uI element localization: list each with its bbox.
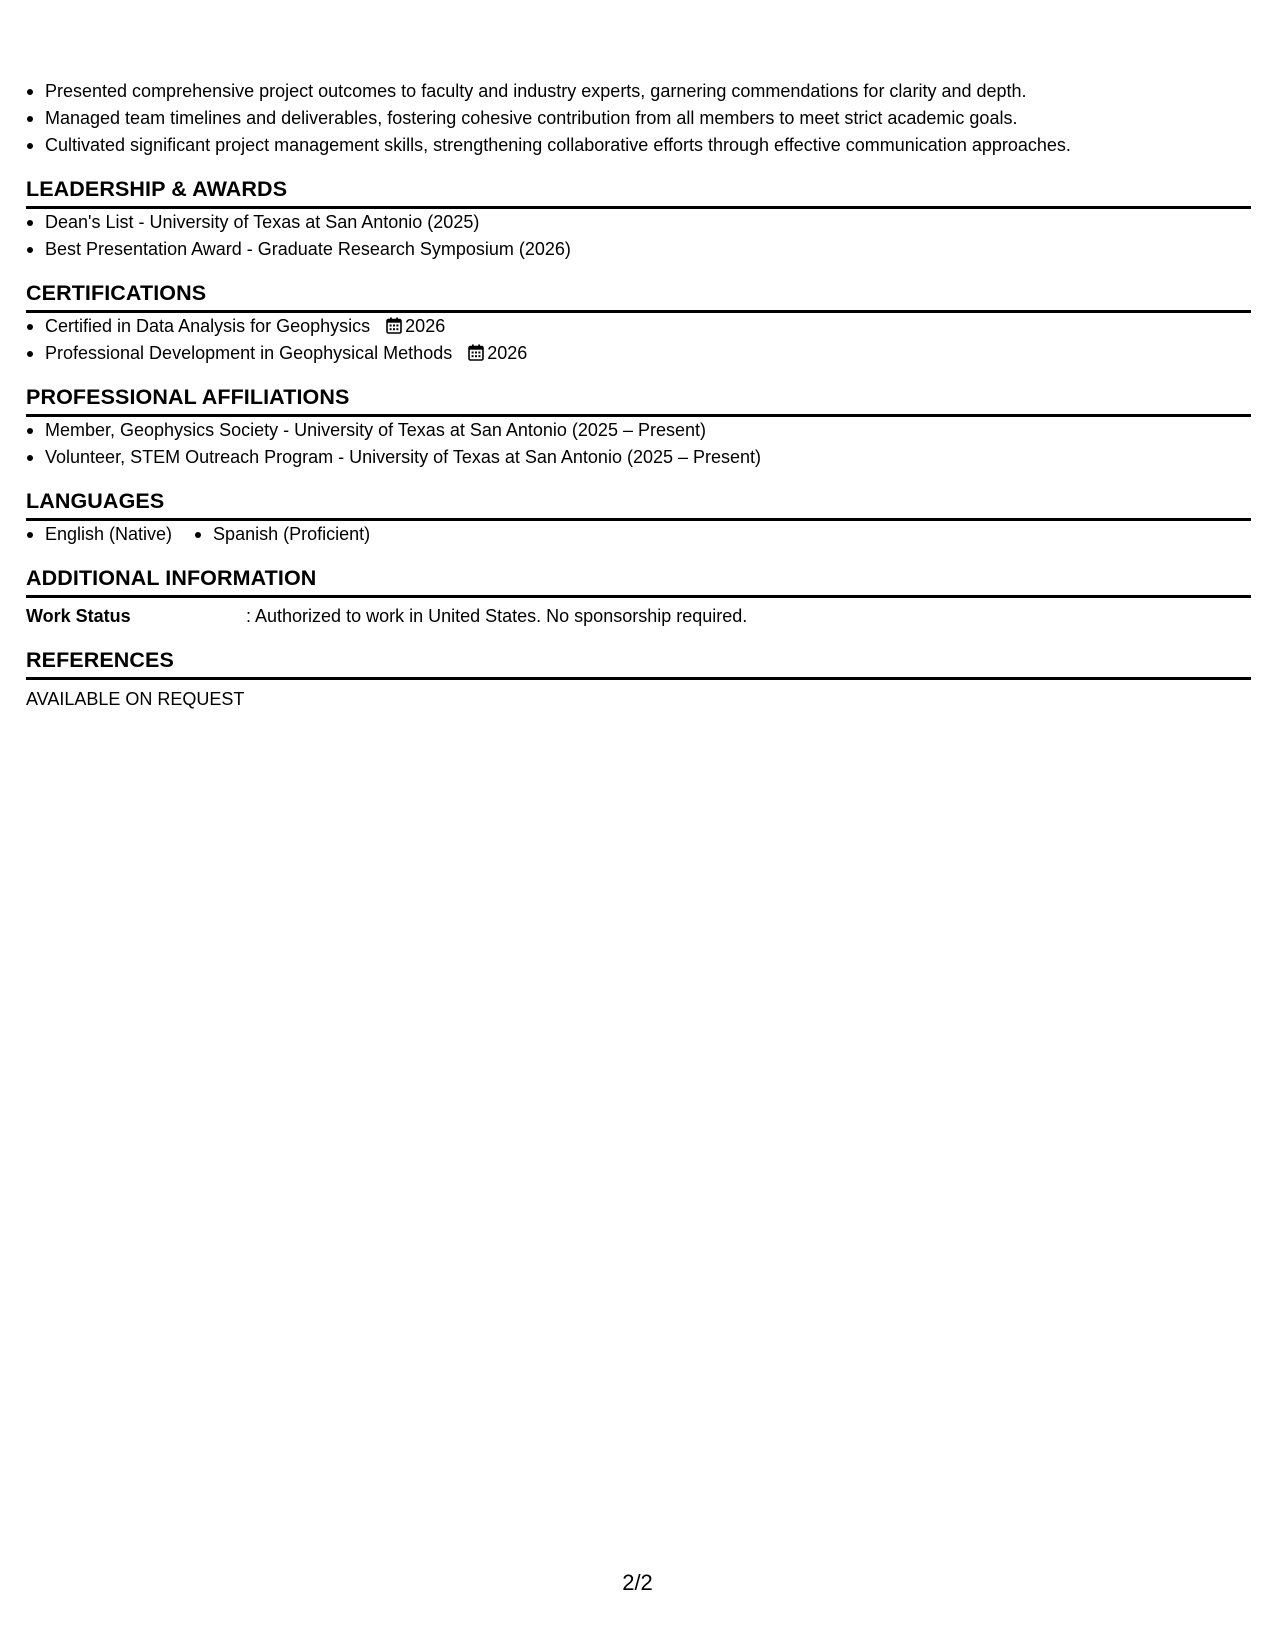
list-item: English (Native) <box>26 521 172 548</box>
calendar-icon <box>386 317 402 334</box>
list-item: Presented comprehensive project outcomes to faculty and industry experts, garnering commendations for clarity and depth. <box>26 78 1251 105</box>
languages-section <box>26 487 1251 548</box>
affiliations-list <box>26 417 1251 471</box>
section-heading: CERTIFICATIONS <box>26 279 1251 313</box>
references-text: AVAILABLE ON REQUEST <box>26 689 245 709</box>
list-item: Best Presentation Award - Graduate Research Symposium (2026) <box>26 236 1251 263</box>
certifications-list <box>26 313 1251 367</box>
calendar-icon <box>468 344 484 361</box>
section-heading: LANGUAGES <box>26 487 1251 521</box>
section-heading: LEADERSHIP & AWARDS <box>26 175 1251 209</box>
section-heading: ADDITIONAL INFORMATION <box>26 564 1251 598</box>
leadership-list <box>26 209 1251 263</box>
project-bullet-list <box>26 78 1251 159</box>
certification-year: 2026 <box>487 343 528 363</box>
certification-name: Certified in Data Analysis for Geophysics <box>45 316 371 336</box>
section-heading: PROFESSIONAL AFFILIATIONS <box>26 383 1251 417</box>
list-item: Member, Geophysics Society - University of Texas at San Antonio (2025 – Present) <box>26 417 1251 444</box>
references-section <box>26 646 1251 713</box>
leadership-awards-section <box>26 175 1251 263</box>
resume-page <box>26 78 1251 713</box>
work-status-label: Work Status <box>26 606 131 626</box>
work-status-value: : Authorized to work in United States. No sponsorship required. <box>246 606 748 626</box>
certification-name: Professional Development in Geophysical Methods <box>45 343 453 363</box>
list-item: Volunteer, STEM Outreach Program - University of Texas at San Antonio (2025 – Present) <box>26 444 1251 471</box>
certifications-section <box>26 279 1251 367</box>
languages-list <box>26 521 1251 548</box>
additional-information-section <box>26 564 1251 630</box>
affiliations-section <box>26 383 1251 471</box>
work-status-row <box>26 603 1251 630</box>
list-item: Cultivated significant project management skills, strengthening collaborative efforts through effective communication approaches. <box>26 132 1251 159</box>
list-item <box>26 340 1251 367</box>
page-number: 2/2 <box>622 1570 653 1595</box>
list-item: Managed team timelines and deliverables, fostering cohesive contribution from all members to meet strict academic goals. <box>26 105 1251 132</box>
list-item: Dean's List - University of Texas at San Antonio (2025) <box>26 209 1251 236</box>
list-item: Spanish (Proficient) <box>194 521 370 548</box>
section-heading: REFERENCES <box>26 646 1251 680</box>
certification-year: 2026 <box>405 316 446 336</box>
list-item <box>26 313 1251 340</box>
